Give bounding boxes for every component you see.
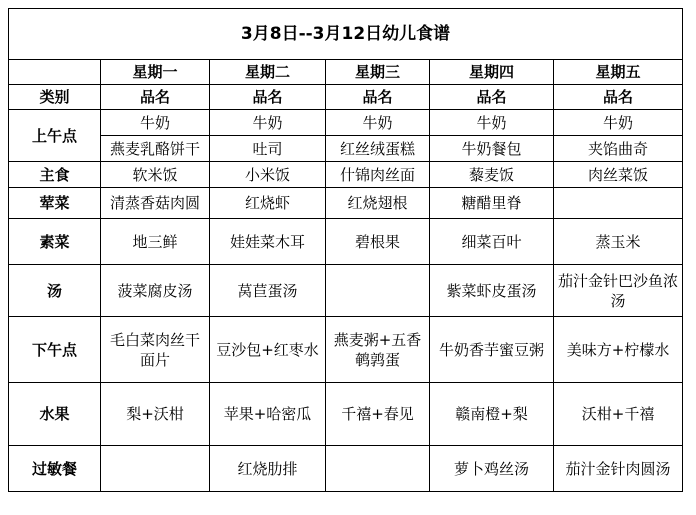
menu-cell: 美味方+柠檬水 bbox=[554, 317, 683, 383]
menu-cell: 牛奶餐包 bbox=[430, 136, 554, 162]
category-fruit: 水果 bbox=[9, 383, 101, 446]
day-header-wednesday: 星期三 bbox=[326, 60, 430, 85]
category-staple: 主食 bbox=[9, 162, 101, 188]
category-allergy-meal: 过敏餐 bbox=[9, 446, 101, 492]
menu-cell: 燕麦乳酪饼干 bbox=[101, 136, 210, 162]
menu-cell: 毛白菜肉丝干面片 bbox=[101, 317, 210, 383]
menu-cell: 小米饭 bbox=[210, 162, 326, 188]
menu-cell: 夹馅曲奇 bbox=[554, 136, 683, 162]
item-header: 品名 bbox=[210, 85, 326, 110]
menu-cell: 豆沙包+红枣水 bbox=[210, 317, 326, 383]
table-row bbox=[9, 219, 683, 265]
menu-cell: 菠菜腐皮汤 bbox=[101, 265, 210, 317]
table-row bbox=[9, 110, 683, 136]
menu-cell: 牛奶香芋蜜豆粥 bbox=[430, 317, 554, 383]
menu-cell: 沃柑+千禧 bbox=[554, 383, 683, 446]
menu-cell: 牛奶 bbox=[430, 110, 554, 136]
menu-cell: 千禧+春见 bbox=[326, 383, 430, 446]
menu-cell: 紫菜虾皮蛋汤 bbox=[430, 265, 554, 317]
item-header: 品名 bbox=[554, 85, 683, 110]
table-row bbox=[9, 162, 683, 188]
menu-cell: 莴苣蛋汤 bbox=[210, 265, 326, 317]
menu-cell: 牛奶 bbox=[554, 110, 683, 136]
menu-cell: 吐司 bbox=[210, 136, 326, 162]
menu-cell: 牛奶 bbox=[326, 110, 430, 136]
table-row bbox=[9, 265, 683, 317]
category-header: 类别 bbox=[9, 85, 101, 110]
menu-cell: 糖醋里脊 bbox=[430, 188, 554, 219]
day-header-friday: 星期五 bbox=[554, 60, 683, 85]
menu-cell: 蒸玉米 bbox=[554, 219, 683, 265]
menu-cell: 地三鲜 bbox=[101, 219, 210, 265]
table-row bbox=[9, 317, 683, 383]
day-header-row bbox=[9, 60, 683, 85]
day-header-thursday: 星期四 bbox=[430, 60, 554, 85]
corner-cell bbox=[9, 60, 101, 85]
category-soup: 汤 bbox=[9, 265, 101, 317]
menu-cell: 藜麦饭 bbox=[430, 162, 554, 188]
menu-cell: 红丝绒蛋糕 bbox=[326, 136, 430, 162]
menu-cell: 茄汁金针巴沙鱼浓汤 bbox=[554, 265, 683, 317]
menu-cell: 什锦肉丝面 bbox=[326, 162, 430, 188]
menu-cell: 红烧肋排 bbox=[210, 446, 326, 492]
menu-cell: 红烧虾 bbox=[210, 188, 326, 219]
menu-cell: 赣南橙+梨 bbox=[430, 383, 554, 446]
menu-cell: 燕麦粥+五香鹌鹑蛋 bbox=[326, 317, 430, 383]
day-header-monday: 星期一 bbox=[101, 60, 210, 85]
menu-cell: 梨+沃柑 bbox=[101, 383, 210, 446]
day-header-tuesday: 星期二 bbox=[210, 60, 326, 85]
menu-cell: 肉丝菜饭 bbox=[554, 162, 683, 188]
menu-cell bbox=[101, 446, 210, 492]
menu-cell: 软米饭 bbox=[101, 162, 210, 188]
menu-cell: 牛奶 bbox=[101, 110, 210, 136]
category-meat-dish: 荤菜 bbox=[9, 188, 101, 219]
item-header: 品名 bbox=[101, 85, 210, 110]
menu-cell bbox=[554, 188, 683, 219]
table-row bbox=[9, 446, 683, 492]
item-header: 品名 bbox=[430, 85, 554, 110]
menu-cell: 红烧翅根 bbox=[326, 188, 430, 219]
table-row bbox=[9, 383, 683, 446]
menu-cell: 茄汁金针肉圆汤 bbox=[554, 446, 683, 492]
category-vegetable-dish: 素菜 bbox=[9, 219, 101, 265]
menu-cell: 娃娃菜木耳 bbox=[210, 219, 326, 265]
item-header: 品名 bbox=[326, 85, 430, 110]
category-morning-snack: 上午点 bbox=[9, 110, 101, 162]
menu-cell: 细菜百叶 bbox=[430, 219, 554, 265]
table-row bbox=[9, 136, 683, 162]
category-afternoon-snack: 下午点 bbox=[9, 317, 101, 383]
item-header-row bbox=[9, 85, 683, 110]
menu-table bbox=[8, 8, 683, 492]
menu-cell: 萝卜鸡丝汤 bbox=[430, 446, 554, 492]
title-row bbox=[9, 9, 683, 60]
menu-title: 3月8日--3月12日幼儿食谱 bbox=[9, 9, 683, 60]
menu-cell: 苹果+哈密瓜 bbox=[210, 383, 326, 446]
menu-cell: 碧根果 bbox=[326, 219, 430, 265]
menu-cell: 清蒸香菇肉圆 bbox=[101, 188, 210, 219]
menu-cell bbox=[326, 265, 430, 317]
menu-cell: 牛奶 bbox=[210, 110, 326, 136]
table-row bbox=[9, 188, 683, 219]
menu-cell bbox=[326, 446, 430, 492]
